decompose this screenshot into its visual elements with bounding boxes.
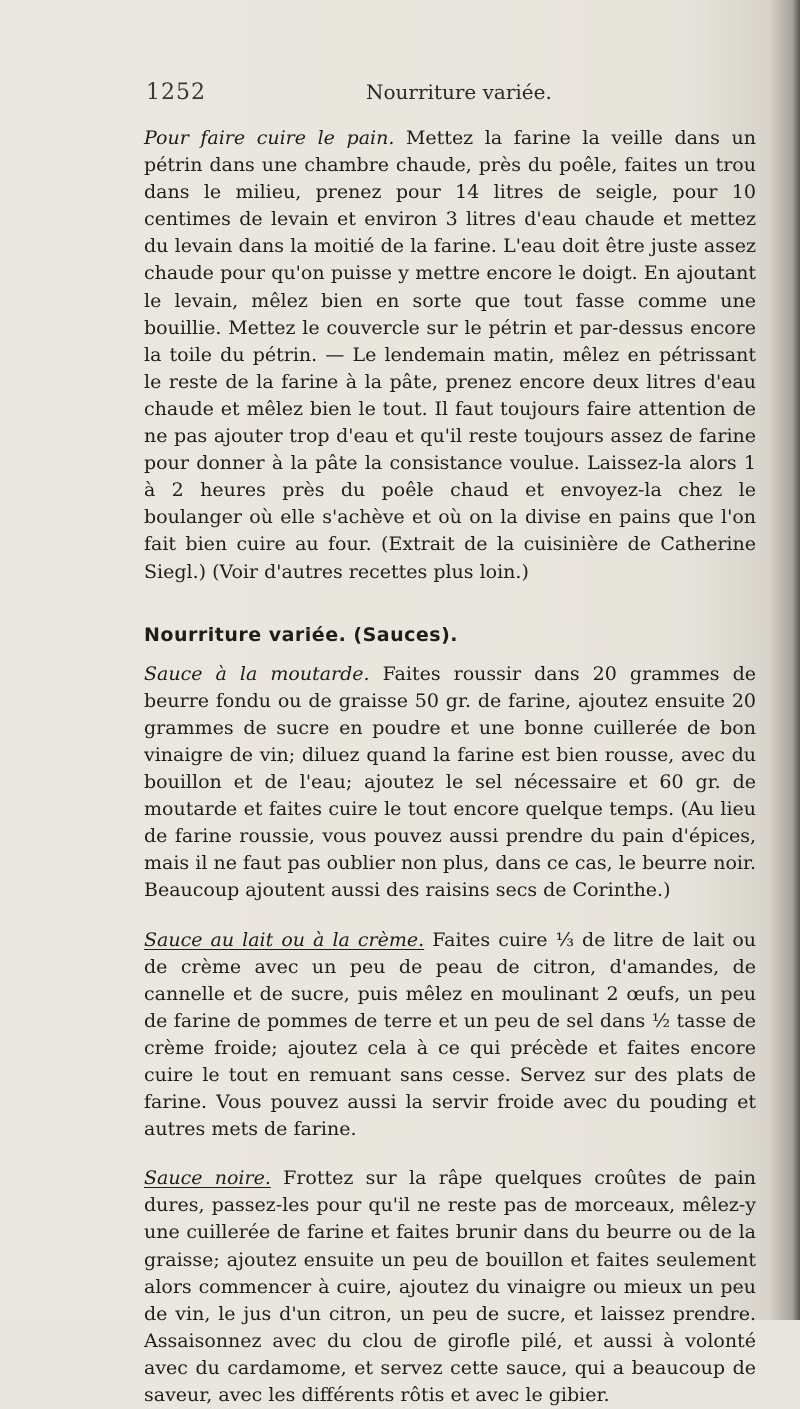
recipe-text-moutarde: Faites roussir dans 20 grammes de beurre fondu ou de graisse 50 gr. de farine, ajoutez ensuite 20 grammes de sucre en poudre et une bonne cuillerée de bon vinaigre de vin; diluez quand la farine est bien rousse, avec du bouillon et de l'eau; ajoutez le sel nécessaire et 60 gr. de moutarde et faites cuire le tout encore quelque temps. (Au lieu de farine roussie, vous pouvez aussi prendre du pain d'épices, mais il ne faut pas oublier non plus, dans ce cas, le beurre noir. Beaucoup ajoutent aussi des raisins secs de Corinthe.) bbox=[144, 662, 756, 902]
paragraph-lait bbox=[144, 927, 756, 1144]
section-title: Nourriture variée. (Sauces). bbox=[144, 623, 458, 646]
page-number: 1252 bbox=[146, 80, 206, 105]
paragraph-noire bbox=[144, 1165, 756, 1409]
recipe-title-moutarde: Sauce à la moutarde. bbox=[144, 662, 370, 685]
recipe-text-noire: Frottez sur la râpe quelques croûtes de pain dures, passez-les pour qu'il ne reste pas de morceaux, mêlez-y une cuillerée de farine et faites brunir dans du beurre ou de la graisse; ajoutez ensuite un peu de bouillon et faites seulement alors commencer à cuire, ajoutez du vinaigre ou mieux un peu de vin, le jus d'un citron, un peu de sucre, et laissez prendre. Assaisonnez avec du clou de girofle pilé, et aussi à volonté avec du cardamome, et servez cette sauce, qui a beaucoup de saveur, avec les différents rôtis et avec le gibier. bbox=[144, 1167, 756, 1407]
recipe-title-noire: Sauce noire. bbox=[144, 1167, 271, 1190]
page-header bbox=[0, 80, 800, 110]
recipe-title-lait: Sauce au lait ou à la crème. bbox=[144, 928, 425, 951]
paragraph-pain bbox=[144, 125, 756, 586]
recipe-text-pain: Mettez la farine la veille dans un pétrin dans une chambre chaude, près du poêle, faites un trou dans le milieu, prenez pour 14 litres de seigle, pour 10 centimes de levain et environ 3 litres d'eau chaude et mettez du levain dans la moitié de la farine. L'eau doit être juste assez chaude pour qu'on puisse y mettre encore le doigt. En ajoutant le levain, mêlez bien en sorte que tout fasse comme une bouillie. Mettez le couvercle sur le pétrin et par-dessus encore la toile du pétrin. — Le lendemain matin, mêlez en pétrissant le reste de la farine à la pâte, prenez encore deux litres d'eau chaude et mêlez bien le tout. Il faut toujours faire attention de ne pas ajouter trop d'eau et qu'il reste toujours assez de farine pour donner à la pâte la consistance voulue. Laissez-la alors 1 à 2 heures près du poêle chaud et envoyez-la chez le boulanger où elle s'achève et où on la divise en pains que l'on fait bien cuire au four. (Extrait de la cuisinière de Catherine Siegl.) (Voir d'autres recettes plus loin.) bbox=[144, 127, 756, 583]
paragraph-moutarde bbox=[144, 661, 756, 905]
recipe-text-lait: Faites cuire ⅓ de litre de lait ou de crème avec un peu de peau de citron, d'amandes, de cannelle et de sucre, puis mêlez en moulinant 2 œufs, un peu de farine de pommes de terre et un peu de sel dans ½ tasse de crème froide; ajoutez cela à ce qui précède et faites encore cuire le tout en remuant sans cesse. Servez sur des plats de farine. Vous pouvez aussi la servir froide avec du pouding et autres mets de farine. bbox=[144, 928, 757, 1141]
recipe-title-pain: Pour faire cuire le pain. bbox=[144, 127, 395, 149]
running-head: Nourriture variée. bbox=[366, 80, 552, 104]
page-content bbox=[144, 125, 756, 1409]
